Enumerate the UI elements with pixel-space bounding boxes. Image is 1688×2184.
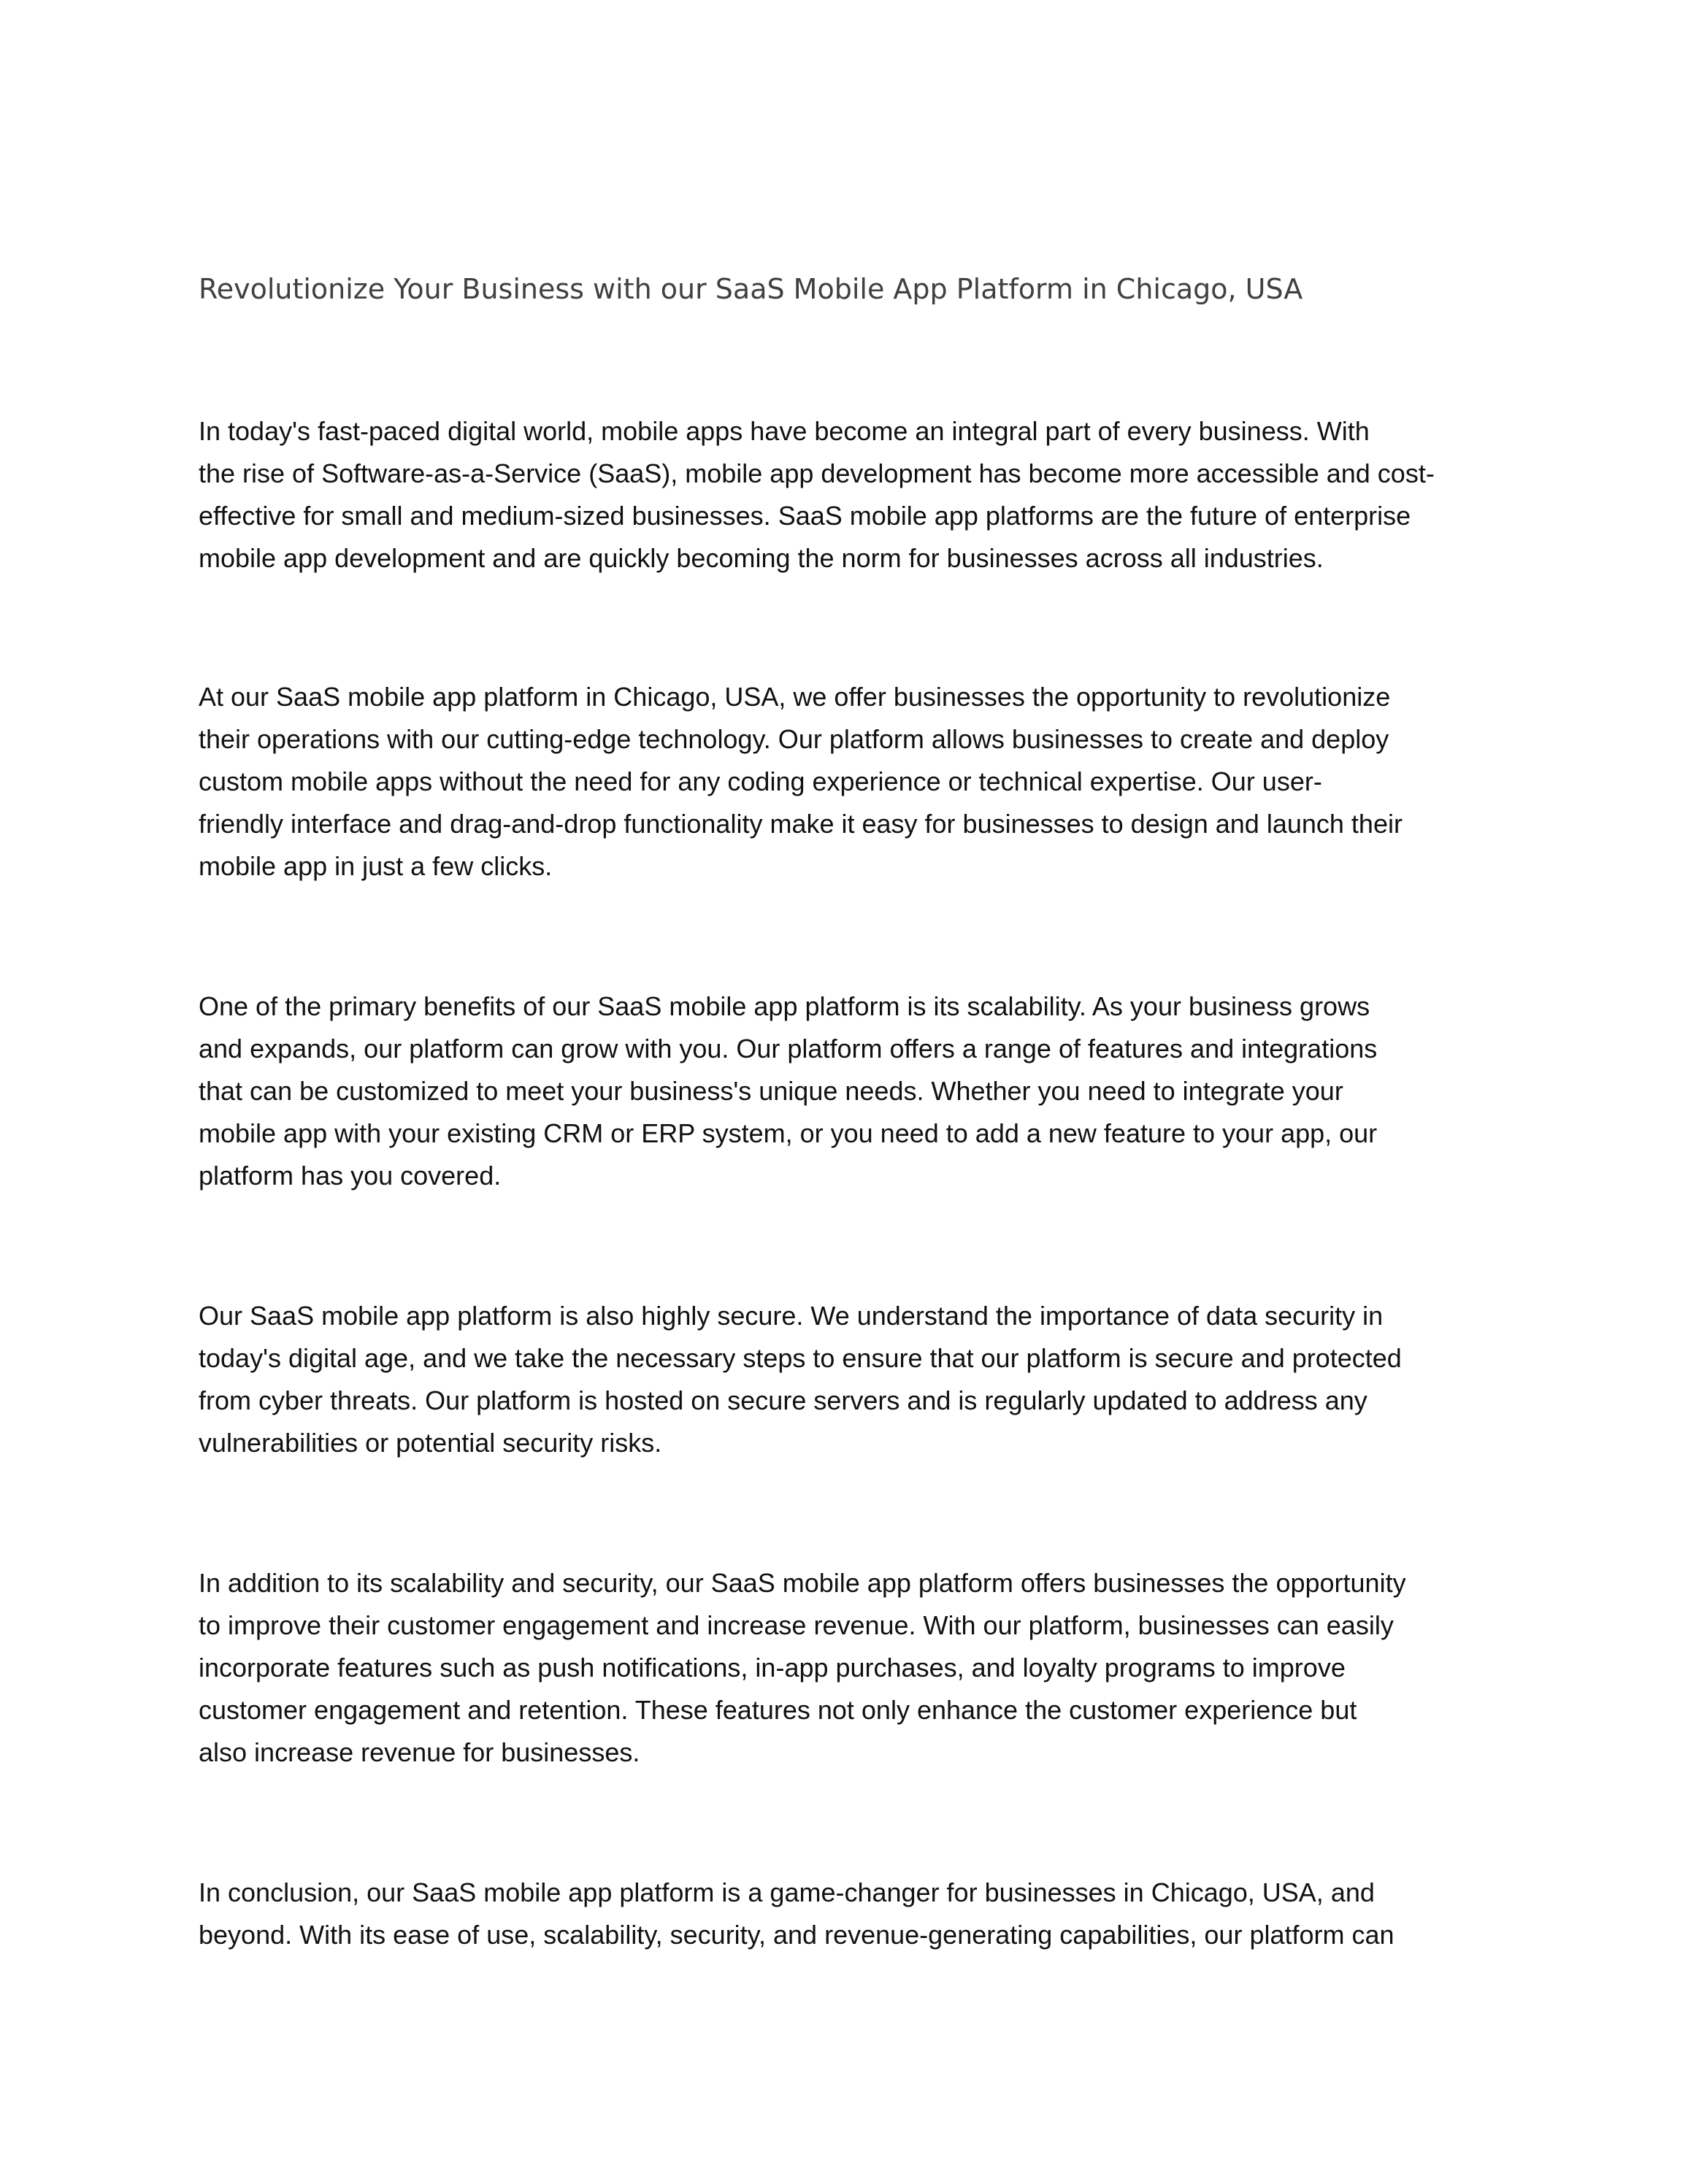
- paragraph-conclusion: [199, 1872, 1494, 1956]
- paragraph-line: vulnerabilities or potential security risks.: [199, 1428, 662, 1458]
- paragraph-line: friendly interface and drag-and-drop functionality make it easy for businesses to design and launch their: [199, 809, 1403, 839]
- paragraph-line: beyond. With its ease of use, scalability, security, and revenue-generating capabilities, our platform can: [199, 1920, 1394, 1950]
- paragraph-line: platform has you covered.: [199, 1161, 502, 1191]
- page-title: Revolutionize Your Business with our SaaS Mobile App Platform in Chicago, USA: [199, 273, 1303, 305]
- paragraph-line: Our SaaS mobile app platform is also highly secure. We understand the importance of data security in: [199, 1301, 1384, 1331]
- paragraph-intro: [199, 410, 1494, 580]
- paragraph-scalability: [199, 985, 1494, 1197]
- paragraph-line: One of the primary benefits of our SaaS mobile app platform is its scalability. As your business grows: [199, 991, 1370, 1021]
- paragraph-line: incorporate features such as push notifications, in-app purchases, and loyalty programs to improve: [199, 1653, 1346, 1683]
- paragraph-line: In conclusion, our SaaS mobile app platform is a game-changer for businesses in Chicago, USA, and: [199, 1877, 1375, 1907]
- paragraph-engagement: [199, 1562, 1494, 1774]
- paragraph-line: also increase revenue for businesses.: [199, 1737, 640, 1767]
- paragraph-line: In today's fast-paced digital world, mobile apps have become an integral part of every business. With: [199, 416, 1370, 446]
- paragraph-line: mobile app development and are quickly becoming the norm for businesses across all industries.: [199, 543, 1324, 573]
- paragraph-line: and expands, our platform can grow with you. Our platform offers a range of features and integrations: [199, 1034, 1378, 1064]
- paragraph-security: [199, 1295, 1494, 1464]
- paragraph-line: from cyber threats. Our platform is hosted on secure servers and is regularly updated to address any: [199, 1385, 1367, 1415]
- paragraph-line: the rise of Software-as-a-Service (SaaS), mobile app development has become more accessible and cost-: [199, 458, 1435, 488]
- paragraph-line: that can be customized to meet your business's unique needs. Whether you need to integrate your: [199, 1076, 1343, 1106]
- paragraph-platform: [199, 676, 1494, 888]
- paragraph-line: In addition to its scalability and security, our SaaS mobile app platform offers businesses the opportunity: [199, 1568, 1406, 1598]
- paragraph-line: custom mobile apps without the need for any coding experience or technical expertise. Our user-: [199, 766, 1322, 796]
- paragraph-line: mobile app in just a few clicks.: [199, 851, 553, 881]
- paragraph-line: mobile app with your existing CRM or ERP system, or you need to add a new feature to your app, our: [199, 1118, 1378, 1148]
- paragraph-line: At our SaaS mobile app platform in Chicago, USA, we offer businesses the opportunity to revolutionize: [199, 682, 1391, 712]
- paragraph-line: customer engagement and retention. These features not only enhance the customer experience but: [199, 1695, 1357, 1725]
- paragraph-line: their operations with our cutting-edge technology. Our platform allows businesses to create and deploy: [199, 724, 1389, 754]
- paragraph-line: to improve their customer engagement and increase revenue. With our platform, businesses can easily: [199, 1610, 1394, 1640]
- paragraph-line: today's digital age, and we take the necessary steps to ensure that our platform is secure and protected: [199, 1343, 1402, 1373]
- paragraph-line: effective for small and medium-sized businesses. SaaS mobile app platforms are the future of enterprise: [199, 501, 1411, 531]
